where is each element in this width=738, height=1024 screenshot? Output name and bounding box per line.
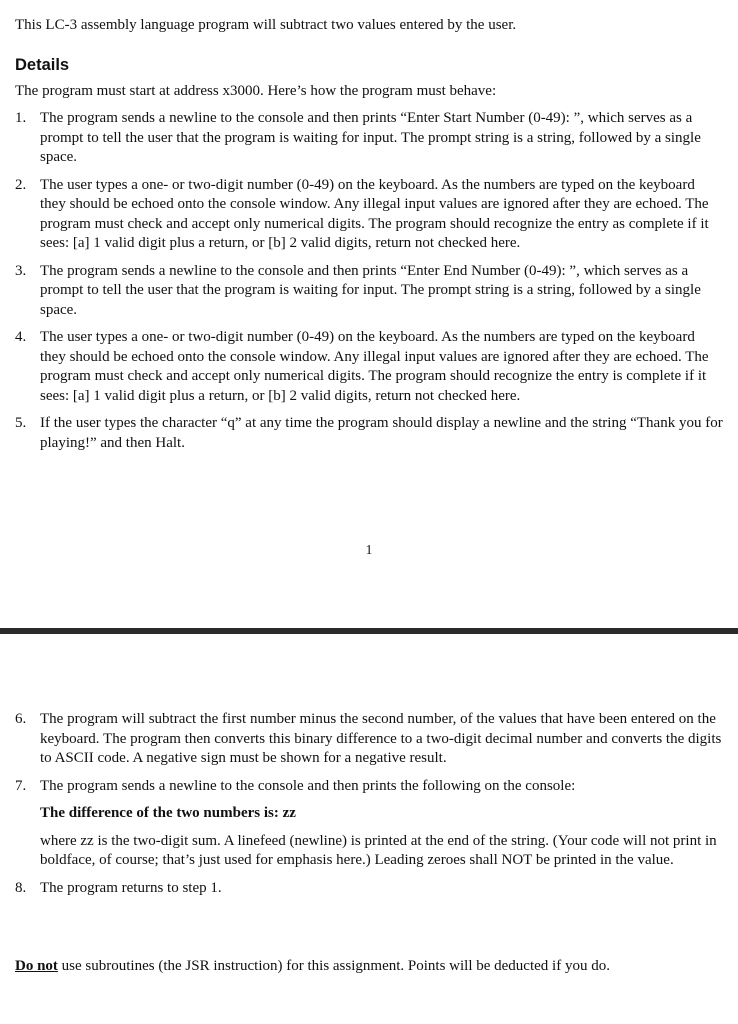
step-number: 8. <box>15 879 27 896</box>
step-8 <box>0 879 738 899</box>
step-5 <box>0 414 738 453</box>
steps-list <box>0 109 738 461</box>
step-text: The program will subtract the first number minus the second number, of the values that have been entered on the keyboard. The program then converts this binary difference to a two-digit decimal number and converts the digits to ASCII code. A negative sign must be shown for a negative result. <box>40 711 722 766</box>
step-text: The program sends a newline to the console and then prints “Enter Start Number (0-49): ”, which serves as a prompt to tell the user that the program is waiting for input. The prompt string is a string, followed by a single space. <box>40 110 701 165</box>
step-2 <box>0 176 738 254</box>
step-number: 2. <box>15 176 27 193</box>
step-number: 3. <box>15 262 27 279</box>
steps-list-continued <box>0 710 738 906</box>
step-3 <box>0 262 738 321</box>
step-number: 5. <box>15 415 27 431</box>
details-heading: Details <box>15 56 70 74</box>
step-text: The user types a one- or two-digit number (0-49) on the keyboard. As the numbers are typed on the keyboard they should be echoed onto the console window. Any illegal input values are ignored after they are echoed. The program must check and accept only numerical digits. The program should recognize the entry as complete if it sees: [a] 1 valid digit plus a return, or [b] 2 valid digits, return not checked here. <box>40 176 709 251</box>
footer-emphasis: Do not <box>15 958 58 974</box>
step-text: The program sends a newline to the console and then prints “Enter End Number (0-49): ”, which serves as a prompt to tell the user that the program is waiting for input. The prompt string is a string, followed by a single space. <box>40 262 701 318</box>
step-text: The user types a one- or two-digit number (0-49) on the keyboard. As the numbers are typed on the keyboard they should be echoed onto the console window. Any illegal input values are ignored after they are echoed. The program must check and accept only numerical digits. The program should recognize the entry is complete if it sees: [a] 1 valid digit plus a return, or [b] 2 valid digits, return not checked here. <box>40 329 709 404</box>
step-text: The program sends a newline to the console and then prints the following on the console: <box>40 777 576 794</box>
step-text: If the user types the character “q” at any time the program should display a newline and the string “Thank you for playing!” and then Halt. <box>40 415 723 451</box>
lead-paragraph: The program must start at address x3000. Here’s how the program must behave: <box>15 83 497 99</box>
step-number: 6. <box>15 711 27 727</box>
document-page-2 <box>0 634 738 1024</box>
page-number: 1 <box>365 542 373 557</box>
footer-note <box>15 957 610 977</box>
step-6 <box>0 710 738 769</box>
step-number: 1. <box>15 110 27 126</box>
step-1 <box>0 109 738 168</box>
step-number: 4. <box>15 329 27 345</box>
step-explanation: where zz is the two-digit sum. A linefeed (newline) is printed at the end of the string. (Your code will not print in boldface, of course; that’s just used for emphasis here.) Leading zeroes shall NOT be printed in the value. <box>40 832 717 868</box>
footer-text: use subroutines (the JSR instruction) for this assignment. Points will be deducted if you do. <box>57 958 610 974</box>
step-text: The program returns to step 1. <box>40 879 222 896</box>
emphasized-output-line: The difference of the two numbers is: zz <box>40 805 296 821</box>
step-7 <box>0 777 738 871</box>
step-number: 7. <box>15 777 27 794</box>
step-4 <box>0 328 738 406</box>
intro-paragraph: This LC-3 assembly language program will subtract two values entered by the user. <box>15 17 517 33</box>
